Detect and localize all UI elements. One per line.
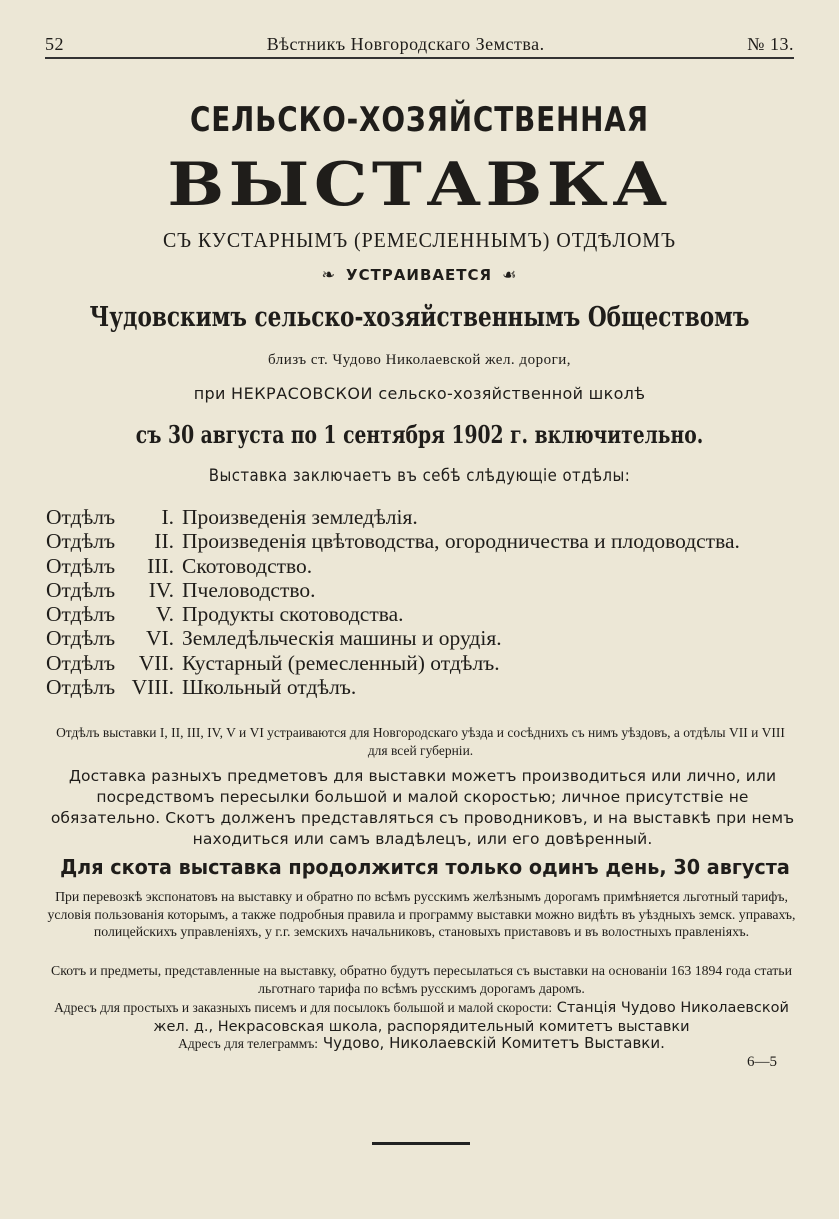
telegram-address-text: Чудово, Николаевскій Комитетъ Выставки. — [322, 1034, 665, 1052]
organizer-name: Чудовскимъ сельско-хозяйственнымъ Обществомъ — [89, 302, 750, 333]
list-item: Отдѣлъ III. Скотоводство. — [46, 553, 313, 578]
issue-reference: 6—5 — [747, 1054, 777, 1070]
school-line — [0, 384, 839, 403]
running-header — [45, 30, 794, 58]
list-item: Отдѣлъ V. Продукты скотоводства. — [46, 602, 404, 627]
location-line: близъ ст. Чудово Николаевской жел. дороги, — [267, 352, 571, 368]
organized-by-label: УСТРАИВАЕТСЯ — [346, 266, 493, 284]
school-name: НЕКРАСОВСКОИ — [231, 384, 373, 403]
telegram-address — [46, 1034, 797, 1052]
list-item: Отдѣлъ II. Произведенія цвѣтоводства, огородничества и плодоводства. — [46, 529, 740, 554]
journal-title: Вѣстникъ Новгородскаго Земства. — [266, 33, 545, 54]
list-item: Отдѣлъ VI. Земледѣльческія машины и орудія. — [46, 626, 502, 651]
page-number: 52 — [45, 33, 64, 54]
departments-list — [46, 505, 806, 699]
organized-by-line — [0, 265, 839, 284]
list-item: Отдѣлъ VIII. Школьный отдѣлъ. — [46, 675, 357, 700]
departments-intro: Выставка заключаетъ въ себѣ слѣдующіе отдѣлы: — [208, 466, 631, 486]
exhibition-dates: съ 30 августа по 1 сентября 1902 г. включительно. — [135, 420, 704, 449]
issue-number: № 13. — [747, 33, 794, 54]
list-item: Отдѣлъ IV. Пчеловодство. — [46, 577, 316, 602]
mail-address-prefix: Адресъ для простыхъ и заказныхъ писемъ и для посылокъ большой и малой скорости: — [54, 1000, 553, 1015]
ornament-left-icon: ❧ — [321, 265, 336, 284]
school-post: сельско-хозяйственной школѣ — [378, 384, 646, 403]
return-shipping-paragraph: Скотъ и предметы, представленные на выставку, обратно будутъ пересылаться съ выставки на основаніи 163 1894 года статьи льготнаго тарифа по всѣмъ русскимъ дорогамъ даромъ. — [51, 963, 792, 996]
departments-note: Отдѣлъ выставки I, II, III, IV, V и VI устраиваются для Новгородскаго уѣзда и сосѣднихъ съ нимъ уѣздовъ, а отдѣлы VII и VIII для всей губерніи. — [56, 725, 785, 758]
title-line-1: СЕЛЬСКО-ХОЗЯЙСТВЕННАЯ — [190, 100, 649, 140]
telegram-address-prefix: Адресъ для телеграммъ: — [178, 1036, 319, 1051]
title-exhibition: ВЫСТАВКА — [167, 150, 672, 220]
title-subtitle: СЪ КУСТАРНЫМЪ (РЕМЕСЛЕННЫМЪ) ОТДѢЛОМЪ — [162, 228, 677, 252]
list-item: Отдѣлъ I. Произведенія земледѣлія. — [46, 505, 418, 529]
header-rule — [45, 57, 794, 59]
mail-address-text: Станція Чудово Николаевской жел. д., Некрасовская школа, распорядительный комитетъ выставки — [153, 1000, 789, 1035]
livestock-notice: Для скота выставка продолжится только одинъ день, 30 августа — [60, 855, 790, 879]
bottom-rule — [372, 1142, 470, 1145]
school-pre: при — [193, 384, 226, 403]
list-item: Отдѣлъ VII. Кустарный (ремесленный) отдѣлъ. — [46, 650, 500, 675]
mail-address — [46, 998, 797, 1037]
tariff-paragraph: При перевозкѣ экспонатовъ на выставку и обратно по всѣмъ русскимъ желѣзнымъ дорогамъ примѣняется льготный тарифъ, условія пользованія которымъ, а также подробныя правила и программу выставки можно видѣть въ уѣздныхъ земск. управахъ, полицейскихъ управленіяхъ, у г.г. земскихъ начальниковъ, становыхъ приставовъ и въ волостныхъ правленіяхъ. — [47, 889, 796, 939]
delivery-paragraph: Доставка разныхъ предметовъ для выставки можетъ производиться или лично, или посредствомъ пересылки большой и малой скоростью; личное присутствіе не обязательно. Скотъ долженъ представляться съ проводниковъ, и на выставкѣ при немъ находиться или самъ владѣлецъ, или его довѣренный. — [50, 767, 795, 848]
ornament-right-icon: ☙ — [502, 265, 518, 284]
